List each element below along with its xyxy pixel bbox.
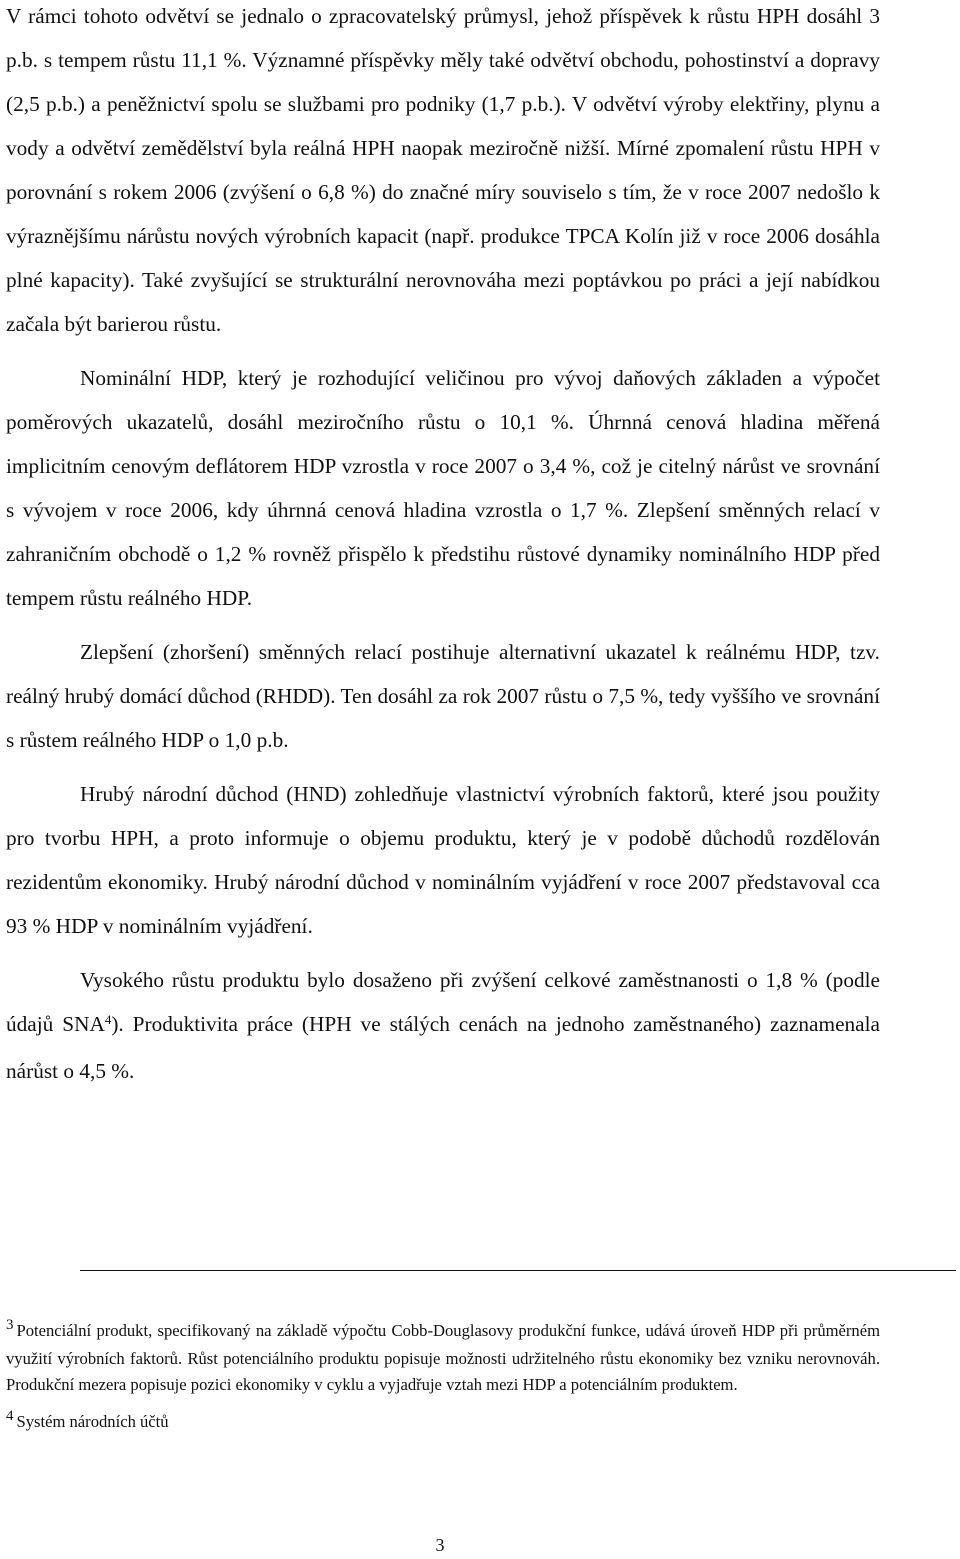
footnote-number: 4 [6,1407,14,1424]
paragraph-real-gross-domestic-income: Zlepšení (zhoršení) směnných relací postihuje alternativní ukazatel k reálnému HDP, tzv. reálný hrubý domácí důchod (RHDD). Ten dosáhl za rok 2007 růstu o 7,5 %, tedy vyššího ve srovnání s růstem reálného HDP o 1,0 p.b. [6,640,880,752]
paragraph-employment-productivity [6,958,880,1093]
paragraph-text-before-reference: Vysokého růstu produktu bylo dosaženo při zvýšení celkové zaměstnanosti o 1,8 % (podle údajů SNA [6,968,880,1036]
footnote-number: 3 [6,1317,14,1333]
paragraph-nominal-gdp: Nominální HDP, který je rozhodující veličinou pro vývoj daňových základen a výpočet poměrových ukazatelů, dosáhl meziročního růstu o 10,1 %. Úhrnná cenová hladina měřená implicitním cenovým deflátorem HDP vzrostla v roce 2007 o 3,4 %, což je citelný nárůst ve srovnání s vývojem v roce 2006, kdy úhrnná cenová hladina vzrostla o 1,7 %. Zlepšení směnných relací v zahraničním obchodě o 1,2 % rovněž přispělo k předstihu růstové dynamiky nominálního HDP před tempem růstu reálného HDP. [6,366,880,610]
paragraph-text-after-reference: ). Produktivita práce (HPH ve stálých cenách na jednoho zaměstnaného) zaznamenala nárůst o 4,5 %. [6,1012,880,1083]
footnote-reference-4[interactable]: 4 [104,1012,112,1027]
footnote-separator [80,1270,956,1271]
paragraph-gross-national-income: Hrubý národní důchod (HND) zohledňuje vlastnictví výrobních faktorů, které jsou použity pro tvorbu HPH, a proto informuje o objemu produktu, který je v podobě důchodů rozdělován rezidentům ekonomiky. Hrubý národní důchod v nominálním vyjádření v roce 2007 představoval cca 93 % HDP v nominálním vyjádření. [6,782,880,938]
footnote-text: Systém národních účtů [16,1411,169,1431]
footnote-text: Potenciální produkt, specifikovaný na základě výpočtu Cobb-Douglasovy produkční funkce, udává úroveň HDP při průměrném využití výrobních faktorů. Růst potenciálního produktu popisuje možnosti udržitelného růstu ekonomiky bez vzniku nerovnováh. Produkční mezera popisuje pozici ekonomiky v cyklu a vyjadřuje vztah mezi HDP a potenciálním produktem. [6,1321,880,1394]
body-text [6,0,880,1103]
footnotes [6,1318,880,1446]
footnote-3 [6,1318,880,1399]
paragraph-gva-growth: V rámci tohoto odvětví se jednalo o zpracovatelský průmysl, jehož příspěvek k růstu HPH dosáhl 3 p.b. s tempem růstu 11,1 %. Významné příspěvky měly také odvětví obchodu, pohostinství a dopravy (2,5 p.b.) a peněžnictví spolu se službami pro podniky (1,7 p.b.). V odvětví výroby elektřiny, plynu a vody a odvětví zemědělství byla reálná HPH naopak meziročně nižší. Mírné zpomalení růstu HPH v porovnání s rokem 2006 (zvýšení o 6,8 %) do značné míry souviselo s tím, že v roce 2007 nedošlo k výraznějšímu nárůstu nových výrobních kapacit (např. produkce TPCA Kolín již v roce 2006 dosáhla plné kapacity). Také zvyšující se strukturální nerovnováha mezi poptávkou po práci a její nabídkou začala být barierou růstu. [6,4,880,336]
footnote-4 [6,1409,880,1437]
page-number: 3 [435,1535,445,1555]
